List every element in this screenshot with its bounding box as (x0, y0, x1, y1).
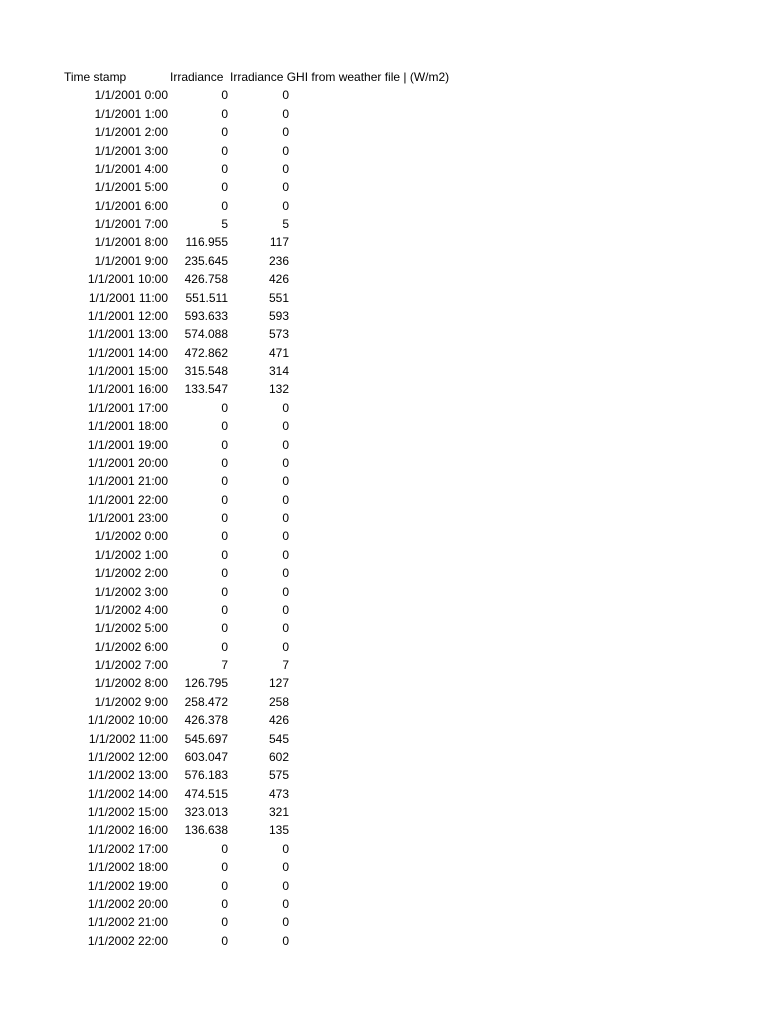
irradiance-cell[interactable]: 0 (221, 437, 228, 452)
time-stamp-cell[interactable]: 1/1/2001 14:00 (87, 345, 168, 360)
time-stamp-cell[interactable]: 1/1/2001 23:00 (87, 511, 168, 525)
irradiance-ghi-cell[interactable]: 7 (282, 658, 289, 672)
irradiance-ghi-cell[interactable]: 0 (282, 529, 289, 544)
irradiance-cell[interactable]: 0 (221, 621, 228, 636)
table-row (0, 748, 768, 766)
time-stamp-cell[interactable]: 1/1/2002 11:00 (88, 731, 168, 746)
irradiance-cell[interactable]: 0 (221, 841, 228, 856)
irradiance-ghi-cell[interactable]: 426 (268, 713, 289, 728)
table-row (0, 766, 768, 784)
table-row (0, 215, 768, 233)
irradiance-ghi-cell[interactable]: 321 (268, 805, 289, 819)
time-stamp-cell[interactable]: 1/1/2002 12:00 (87, 749, 168, 764)
irradiance-cell[interactable]: 0 (221, 602, 228, 617)
irradiance-cell[interactable]: 426.378 (184, 713, 228, 728)
table-row (0, 417, 768, 435)
table-row (0, 289, 768, 307)
irradiance-cell[interactable]: 235.645 (184, 253, 228, 268)
time-stamp-cell[interactable]: 1/1/2002 16:00 (87, 823, 168, 838)
table-row (0, 380, 768, 398)
table-row (0, 895, 768, 913)
time-stamp-cell[interactable]: 1/1/2002 5:00 (94, 621, 168, 636)
irradiance-ghi-cell[interactable]: 545 (268, 731, 289, 746)
table-row (0, 711, 768, 729)
time-stamp-cell[interactable]: 1/1/2002 3:00 (94, 584, 168, 599)
irradiance-cell[interactable]: 0 (221, 125, 228, 140)
irradiance-ghi-cell[interactable]: 0 (282, 621, 289, 636)
time-stamp-cell[interactable]: 1/1/2001 19:00 (87, 437, 168, 452)
irradiance-cell[interactable]: 472.862 (184, 345, 228, 360)
table-row (0, 307, 768, 325)
table-row (0, 564, 768, 582)
time-stamp-cell[interactable]: 1/1/2002 19:00 (87, 878, 168, 893)
time-stamp-cell[interactable]: 1/1/2001 12:00 (87, 308, 168, 323)
time-stamp-cell[interactable]: 1/1/2001 1:00 (94, 106, 168, 121)
irradiance-cell[interactable]: 0 (221, 933, 228, 948)
time-stamp-cell[interactable]: 1/1/2001 16:00 (87, 382, 168, 397)
irradiance-cell[interactable]: 116.955 (185, 235, 228, 250)
irradiance-cell[interactable]: 136.638 (184, 823, 228, 838)
irradiance-cell[interactable]: 323.013 (184, 805, 228, 819)
table-row (0, 803, 768, 821)
time-stamp-cell[interactable]: 1/1/2001 13:00 (87, 327, 168, 342)
time-stamp-cell[interactable]: 1/1/2002 18:00 (87, 860, 168, 875)
time-stamp-cell[interactable]: 1/1/2002 8:00 (94, 676, 168, 691)
irradiance-cell[interactable]: 258.472 (184, 694, 228, 709)
irradiance-cell[interactable]: 0 (221, 896, 228, 911)
time-stamp-cell[interactable]: 1/1/2002 14:00 (87, 786, 168, 801)
table-row (0, 619, 768, 637)
irradiance-ghi-cell[interactable]: 0 (282, 400, 289, 415)
time-stamp-cell[interactable]: 1/1/2001 2:00 (94, 125, 168, 140)
time-stamp-cell[interactable]: 1/1/2002 0:00 (94, 529, 168, 544)
time-stamp-cell[interactable]: 1/1/2001 18:00 (87, 419, 168, 434)
irradiance-ghi-cell[interactable]: 5 (282, 217, 289, 231)
time-stamp-cell[interactable]: 1/1/2002 6:00 (94, 639, 168, 654)
irradiance-ghi-cell[interactable]: 0 (282, 639, 289, 654)
time-stamp-cell[interactable]: 1/1/2001 20:00 (87, 455, 168, 470)
time-stamp-cell[interactable]: 1/1/2001 5:00 (94, 180, 168, 195)
irradiance-cell[interactable]: 0 (221, 639, 228, 654)
irradiance-cell[interactable]: 593.633 (184, 308, 228, 323)
time-stamp-cell[interactable]: 1/1/2001 0:00 (94, 88, 168, 103)
table-body (0, 86, 768, 950)
irradiance-cell[interactable]: 0 (221, 180, 228, 195)
irradiance-cell[interactable]: 603.047 (184, 749, 228, 764)
irradiance-cell[interactable]: 126.795 (184, 676, 228, 691)
irradiance-cell[interactable]: 133.547 (184, 382, 228, 397)
table-row (0, 105, 768, 123)
table-row (0, 601, 768, 619)
irradiance-ghi-cell[interactable]: 0 (282, 492, 289, 507)
irradiance-ghi-cell[interactable]: 258 (268, 694, 289, 709)
time-stamp-cell[interactable]: 1/1/2002 15:00 (87, 805, 168, 819)
table-row (0, 252, 768, 270)
table-row (0, 913, 768, 931)
irradiance-ghi-cell[interactable]: 0 (282, 474, 289, 489)
irradiance-ghi-cell[interactable]: 0 (282, 602, 289, 617)
table-row (0, 546, 768, 564)
table-row (0, 436, 768, 454)
irradiance-ghi-cell[interactable]: 0 (282, 547, 289, 562)
irradiance-ghi-cell[interactable]: 593 (268, 308, 289, 323)
irradiance-cell[interactable]: 0 (221, 143, 228, 158)
irradiance-cell[interactable]: 0 (221, 198, 228, 213)
table-row (0, 399, 768, 417)
time-stamp-cell[interactable]: 1/1/2002 21:00 (87, 915, 168, 930)
irradiance-cell[interactable]: 0 (221, 584, 228, 599)
header-row (0, 68, 768, 86)
table-row (0, 142, 768, 160)
table-row (0, 160, 768, 178)
irradiance-cell[interactable]: 0 (221, 878, 228, 893)
irradiance-cell[interactable]: 0 (221, 161, 228, 176)
irradiance-ghi-cell[interactable]: 0 (282, 455, 289, 470)
time-stamp-cell[interactable]: 1/1/2001 7:00 (94, 217, 168, 231)
table-row (0, 583, 768, 601)
time-stamp-cell[interactable]: 1/1/2002 4:00 (94, 602, 168, 617)
irradiance-ghi-cell[interactable]: 0 (282, 143, 289, 158)
irradiance-cell[interactable]: 0 (221, 547, 228, 562)
time-stamp-cell[interactable]: 1/1/2002 2:00 (94, 566, 168, 581)
time-stamp-cell[interactable]: 1/1/2002 1:00 (94, 547, 168, 562)
irradiance-cell[interactable]: 0 (221, 511, 228, 525)
irradiance-ghi-cell[interactable]: 0 (282, 198, 289, 213)
irradiance-ghi-cell[interactable]: 473 (268, 786, 289, 801)
irradiance-ghi-cell[interactable]: 0 (282, 896, 289, 911)
irradiance-ghi-cell[interactable]: 0 (282, 88, 289, 103)
irradiance-ghi-cell[interactable]: 0 (282, 566, 289, 581)
irradiance-ghi-cell[interactable]: 0 (282, 419, 289, 434)
irradiance-cell[interactable]: 0 (221, 419, 228, 434)
time-stamp-cell[interactable]: 1/1/2002 10:00 (87, 713, 168, 728)
irradiance-cell[interactable]: 0 (221, 860, 228, 875)
irradiance-ghi-cell[interactable]: 0 (282, 933, 289, 948)
table-row (0, 527, 768, 545)
table-row (0, 638, 768, 656)
table-row (0, 877, 768, 895)
irradiance-cell[interactable]: 426.758 (184, 272, 228, 287)
irradiance-cell[interactable]: 0 (221, 492, 228, 507)
table-row (0, 472, 768, 490)
irradiance-cell[interactable]: 0 (221, 400, 228, 415)
table-row (0, 840, 768, 858)
irradiance-cell[interactable]: 0 (221, 915, 228, 930)
time-stamp-cell[interactable]: 1/1/2001 21:00 (87, 474, 168, 489)
time-stamp-cell[interactable]: 1/1/2002 7:00 (94, 658, 168, 672)
header-time-stamp[interactable]: Time stamp (64, 70, 127, 84)
irradiance-ghi-cell[interactable]: 0 (282, 841, 289, 856)
irradiance-cell[interactable]: 0 (221, 529, 228, 544)
irradiance-ghi-cell[interactable]: 117 (269, 235, 289, 250)
time-stamp-cell[interactable]: 1/1/2002 20:00 (87, 896, 168, 911)
irradiance-ghi-cell[interactable]: 426 (268, 272, 289, 287)
table-row (0, 123, 768, 141)
spreadsheet-table (0, 68, 768, 950)
irradiance-ghi-cell[interactable]: 0 (282, 106, 289, 121)
time-stamp-cell[interactable]: 1/1/2001 22:00 (87, 492, 168, 507)
time-stamp-cell[interactable]: 1/1/2001 4:00 (94, 161, 168, 176)
irradiance-ghi-cell[interactable]: 0 (282, 125, 289, 140)
header-irradiance-ghi[interactable]: Irradiance GHI from weather file | (W/m2) (230, 70, 450, 84)
time-stamp-cell[interactable]: 1/1/2001 15:00 (87, 364, 168, 378)
irradiance-cell[interactable]: 0 (221, 88, 228, 103)
irradiance-ghi-cell[interactable]: 551 (268, 290, 289, 305)
irradiance-ghi-cell[interactable]: 602 (268, 749, 289, 764)
irradiance-cell[interactable]: 576.183 (184, 768, 228, 783)
irradiance-ghi-cell[interactable]: 0 (282, 878, 289, 893)
time-stamp-cell[interactable]: 1/1/2001 8:00 (94, 235, 168, 250)
table-row (0, 454, 768, 472)
irradiance-ghi-cell[interactable]: 0 (282, 511, 289, 525)
irradiance-ghi-cell[interactable]: 236 (268, 253, 289, 268)
irradiance-ghi-cell[interactable]: 127 (268, 676, 289, 691)
irradiance-ghi-cell[interactable]: 314 (268, 364, 289, 378)
irradiance-ghi-cell[interactable]: 471 (268, 345, 289, 360)
table-row (0, 325, 768, 343)
table-row (0, 197, 768, 215)
irradiance-ghi-cell[interactable]: 573 (268, 327, 289, 342)
time-stamp-cell[interactable]: 1/1/2002 9:00 (94, 694, 168, 709)
irradiance-ghi-cell[interactable]: 0 (282, 180, 289, 195)
table-row (0, 86, 768, 104)
irradiance-cell[interactable]: 7 (221, 658, 228, 672)
table-row (0, 932, 768, 950)
irradiance-ghi-cell[interactable]: 132 (268, 382, 289, 397)
table-row (0, 270, 768, 288)
table-row (0, 674, 768, 692)
table-row (0, 344, 768, 362)
time-stamp-cell[interactable]: 1/1/2001 17:00 (87, 400, 168, 415)
irradiance-cell[interactable]: 0 (221, 455, 228, 470)
time-stamp-cell[interactable]: 1/1/2001 11:00 (88, 290, 168, 305)
table-row (0, 178, 768, 196)
irradiance-ghi-cell[interactable]: 135 (268, 823, 289, 838)
table-row (0, 233, 768, 251)
irradiance-ghi-cell[interactable]: 0 (282, 915, 289, 930)
table-row (0, 656, 768, 674)
time-stamp-cell[interactable]: 1/1/2002 17:00 (87, 841, 168, 856)
irradiance-ghi-cell[interactable]: 0 (282, 161, 289, 176)
table-row (0, 730, 768, 748)
irradiance-cell[interactable]: 0 (221, 474, 228, 489)
table-row (0, 821, 768, 839)
table-row (0, 362, 768, 380)
irradiance-cell[interactable]: 5 (221, 217, 228, 231)
table-row (0, 693, 768, 711)
irradiance-ghi-cell[interactable]: 575 (268, 768, 289, 783)
table-row (0, 858, 768, 876)
irradiance-cell[interactable]: 474.515 (184, 786, 228, 801)
time-stamp-cell[interactable]: 1/1/2002 13:00 (87, 768, 168, 783)
header-irradiance[interactable]: Irradiance (170, 70, 224, 84)
table-row (0, 785, 768, 803)
table-row (0, 509, 768, 527)
time-stamp-cell[interactable]: 1/1/2001 10:00 (87, 272, 168, 287)
time-stamp-cell[interactable]: 1/1/2001 6:00 (94, 198, 168, 213)
irradiance-cell[interactable]: 574.088 (184, 327, 228, 342)
irradiance-cell[interactable]: 0 (221, 106, 228, 121)
time-stamp-cell[interactable]: 1/1/2001 3:00 (94, 143, 168, 158)
irradiance-cell[interactable]: 315.548 (184, 364, 228, 378)
table-row (0, 491, 768, 509)
irradiance-cell[interactable]: 551.511 (185, 290, 228, 305)
irradiance-cell[interactable]: 545.697 (184, 731, 228, 746)
irradiance-cell[interactable]: 0 (221, 566, 228, 581)
time-stamp-cell[interactable]: 1/1/2001 9:00 (94, 253, 168, 268)
irradiance-ghi-cell[interactable]: 0 (282, 860, 289, 875)
time-stamp-cell[interactable]: 1/1/2002 22:00 (87, 933, 168, 948)
irradiance-ghi-cell[interactable]: 0 (282, 437, 289, 452)
irradiance-ghi-cell[interactable]: 0 (282, 584, 289, 599)
